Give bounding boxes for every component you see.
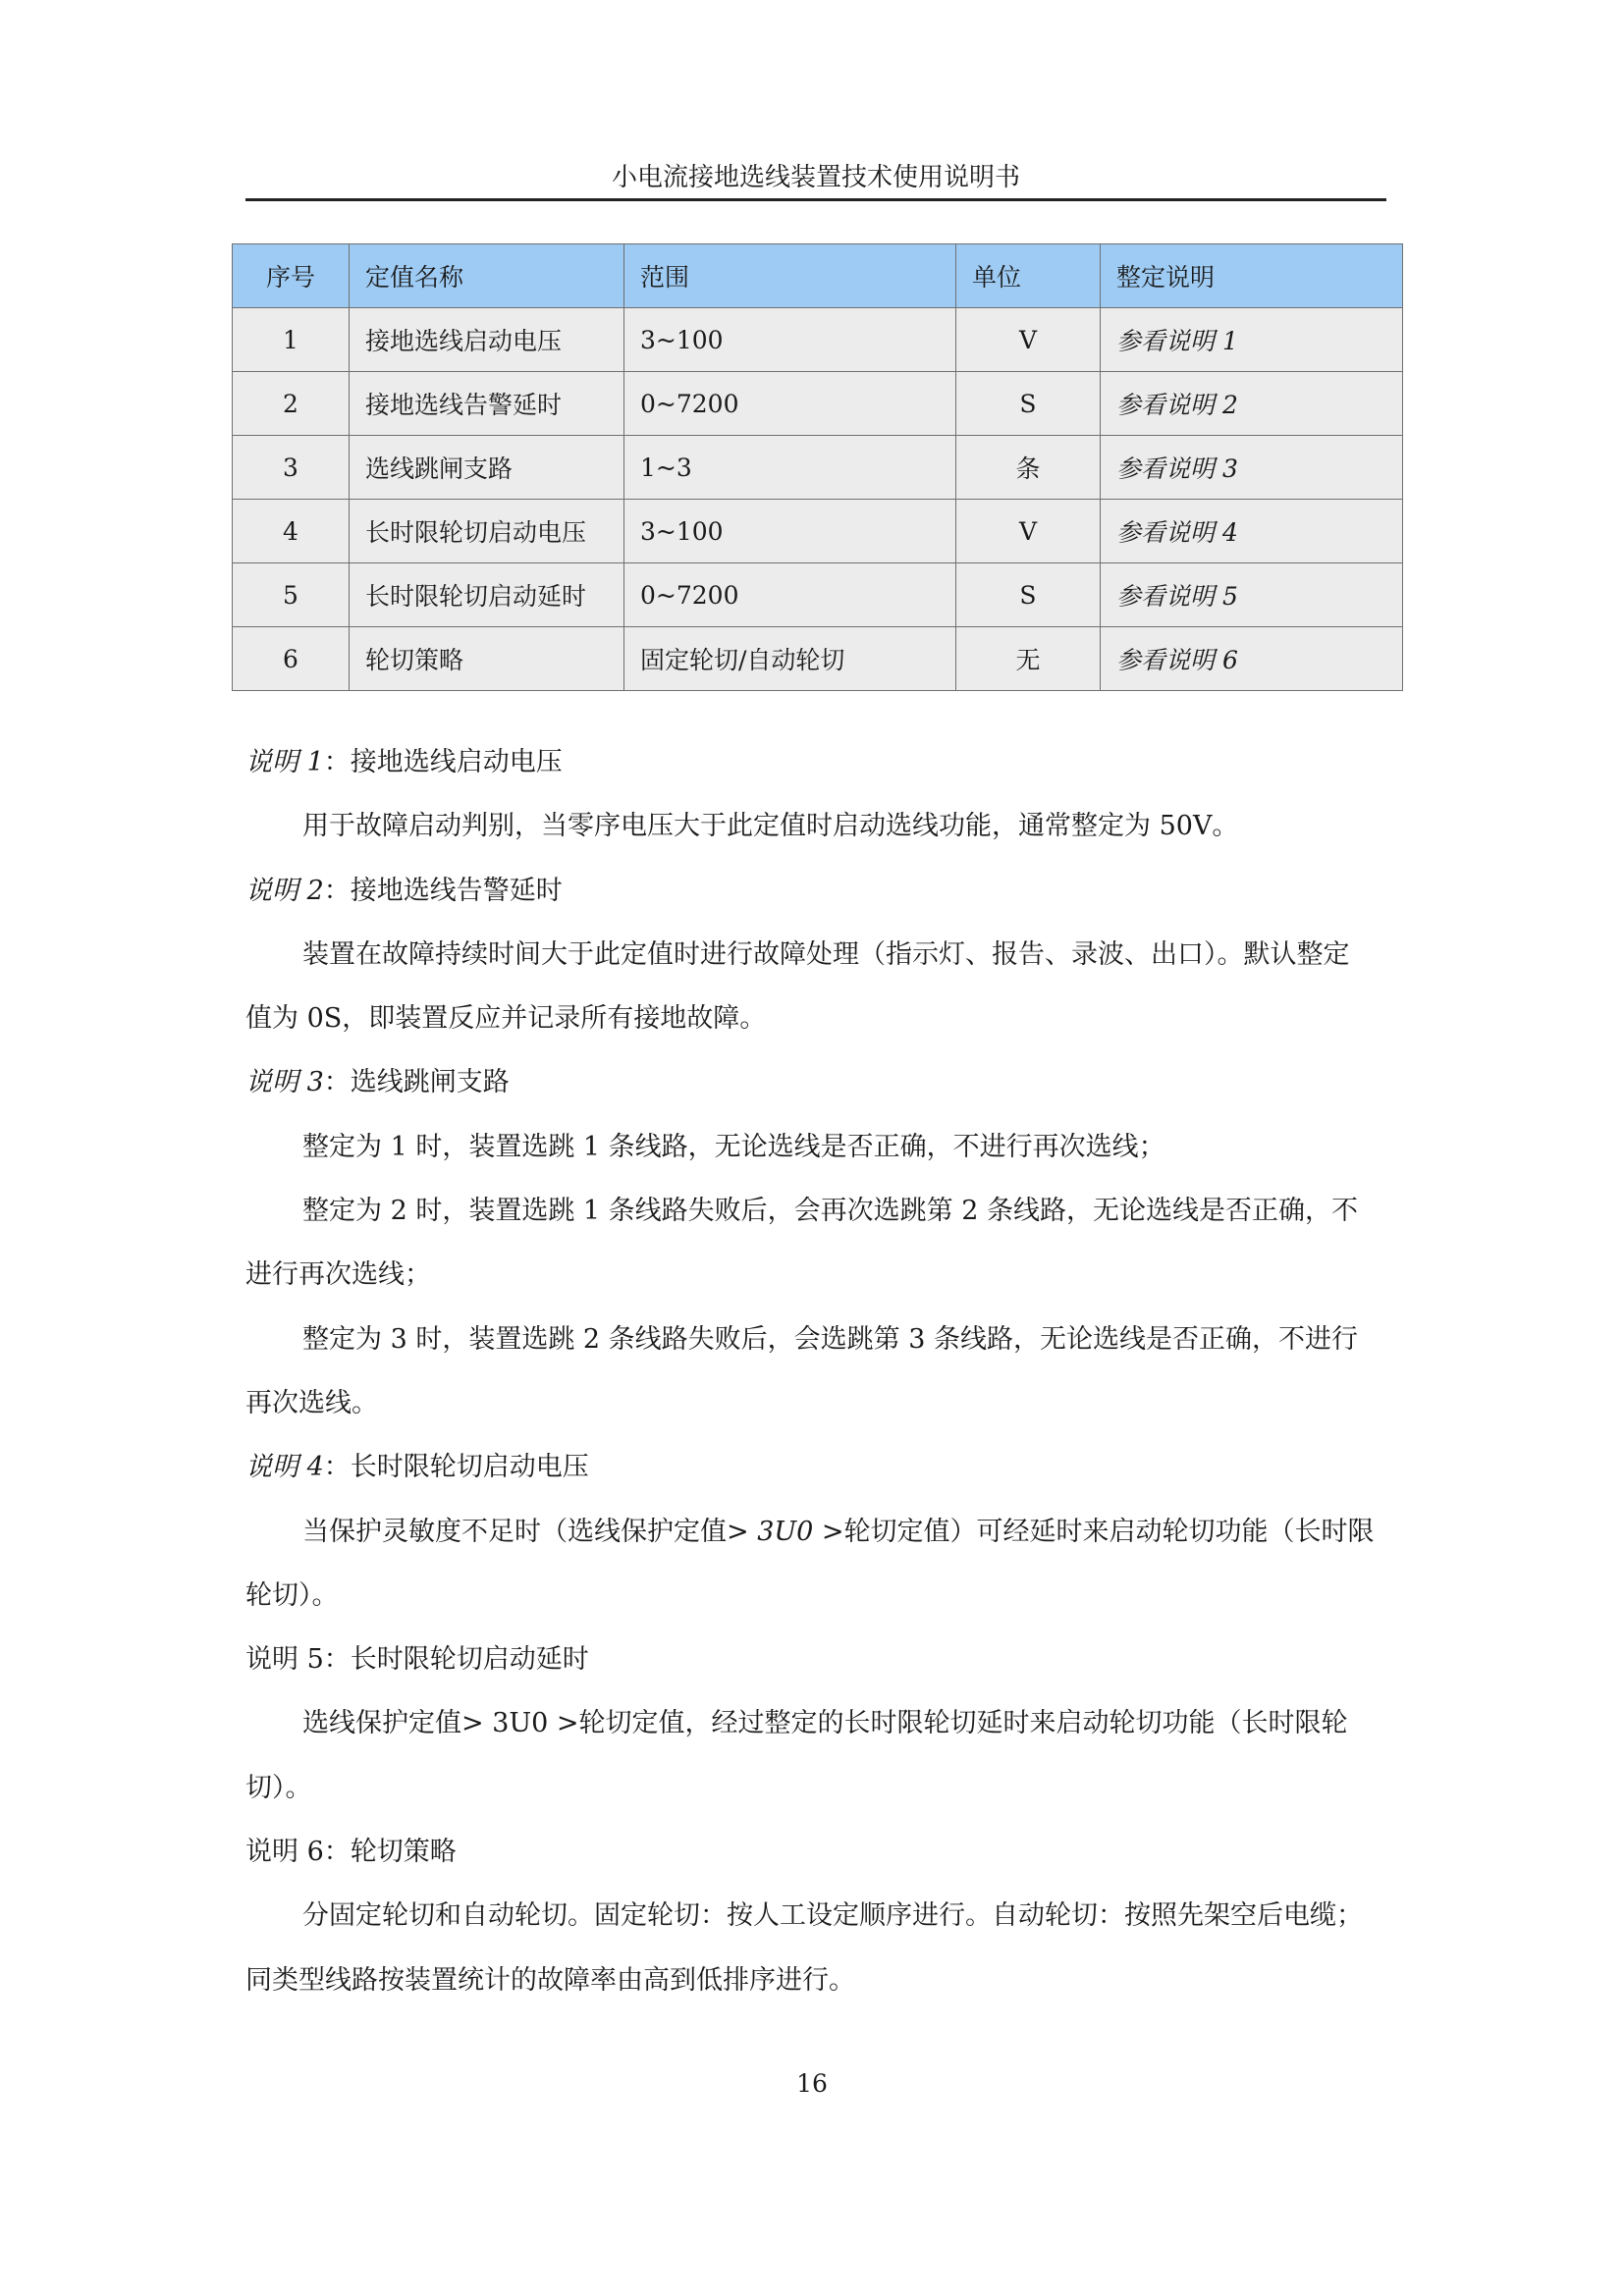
note-3-heading — [245, 1050, 1375, 1114]
note-3-paragraph-2: 整定为 2 时，装置选跳 1 条线路失败后，会再次选跳第 2 条线路，无论选线是否正确，不进行再次选线； — [245, 1196, 1359, 1291]
cell-unit: 无 — [956, 627, 1101, 691]
note-1-paragraph: 用于故障启动判别，当零序电压大于此定值时启动选线功能，通常整定为 50V。 — [302, 811, 1239, 842]
column-header-name: 定值名称 — [350, 244, 624, 308]
cell-note: 参看说明 3 — [1101, 436, 1403, 500]
note-4-text-c: >轮切定值）可经延时来启动轮切功能（长时限轮切）。 — [245, 1516, 1375, 1611]
note-1-lead: 说明 1 — [245, 747, 324, 777]
note-5-heading — [245, 1628, 1375, 1691]
cell-range: 0~7200 — [624, 372, 956, 436]
cell-unit: S — [956, 563, 1101, 627]
cell-no: 6 — [233, 627, 350, 691]
column-header-note: 整定说明 — [1101, 244, 1403, 308]
note-4-formula: 3U0 — [757, 1516, 814, 1547]
table-row — [233, 500, 1403, 563]
note-2-lead: 说明 2 — [245, 875, 324, 906]
cell-range: 0~7200 — [624, 563, 956, 627]
column-header-no: 序号 — [233, 244, 350, 308]
cell-range: 1~3 — [624, 436, 956, 500]
note-5-title: ：长时限轮切启动延时 — [323, 1644, 589, 1676]
header-divider — [245, 198, 1386, 201]
column-header-unit: 单位 — [956, 244, 1101, 308]
cell-unit: 条 — [956, 436, 1101, 500]
cell-no: 3 — [233, 436, 350, 500]
note-3-paragraph-1: 整定为 1 时，装置选跳 1 条线路，无论选线是否正确，不进行再次选线； — [302, 1131, 1165, 1162]
cell-name: 接地选线告警延时 — [350, 372, 624, 436]
cell-note: 参看说明 5 — [1101, 563, 1403, 627]
note-5-paragraph: 选线保护定值> 3U0 >轮切定值，经过整定的长时限轮切延时来启动轮切功能（长时限轮切）。 — [245, 1708, 1348, 1803]
cell-no: 4 — [233, 500, 350, 563]
table-row — [233, 627, 1403, 691]
note-4-heading — [245, 1435, 1375, 1499]
note-1-title: ：接地选线启动电压 — [323, 747, 563, 777]
cell-unit: S — [956, 372, 1101, 436]
note-6-heading — [245, 1820, 1375, 1884]
notes-section — [245, 730, 1375, 2012]
cell-range: 3~100 — [624, 500, 956, 563]
column-header-range: 范围 — [624, 244, 956, 308]
cell-unit: V — [956, 308, 1101, 372]
cell-note: 参看说明 4 — [1101, 500, 1403, 563]
note-4-title: ：长时限轮切启动电压 — [323, 1452, 589, 1483]
table-row — [233, 563, 1403, 627]
cell-range: 3~100 — [624, 308, 956, 372]
note-3-lead: 说明 3 — [245, 1067, 324, 1098]
running-header-title: 小电流接地选线装置技术使用说明书 — [611, 163, 1020, 192]
cell-unit: V — [956, 500, 1101, 563]
note-2-paragraph: 装置在故障持续时间大于此定值时进行故障处理（指示灯、报告、录波、出口）。默认整定值为 0S，即装置反应并记录所有接地故障。 — [245, 938, 1350, 1035]
note-1-heading — [245, 730, 1375, 794]
note-2-title: ：接地选线告警延时 — [323, 875, 563, 906]
cell-name: 接地选线启动电压 — [350, 308, 624, 372]
table-header-row — [233, 244, 1403, 308]
cell-no: 2 — [233, 372, 350, 436]
cell-name: 轮切策略 — [350, 627, 624, 691]
table-row — [233, 372, 1403, 436]
settings-table — [232, 243, 1403, 691]
note-6-lead: 说明 6 — [245, 1837, 324, 1868]
cell-name: 长时限轮切启动延时 — [350, 563, 624, 627]
note-6-paragraph: 分固定轮切和自动轮切。固定轮切：按人工设定顺序进行。自动轮切：按照先架空后电缆；同类型线路按装置统计的故障率由高到低排序进行。 — [245, 1900, 1363, 1996]
cell-no: 5 — [233, 563, 350, 627]
cell-note: 参看说明 1 — [1101, 308, 1403, 372]
note-4-text-a: 当保护灵敏度不足时（选线保护定值> — [302, 1516, 758, 1547]
table-row — [233, 436, 1403, 500]
table-row — [233, 308, 1403, 372]
note-6-title: ：轮切策略 — [323, 1837, 457, 1868]
note-2-heading — [245, 859, 1375, 923]
cell-no: 1 — [233, 308, 350, 372]
note-4-lead: 说明 4 — [245, 1452, 324, 1483]
note-4-paragraph — [245, 1500, 1375, 1629]
page-number: 16 — [796, 2069, 828, 2098]
note-3-title: ：选线跳闸支路 — [323, 1067, 510, 1098]
cell-note: 参看说明 6 — [1101, 627, 1403, 691]
note-3-paragraph-3: 整定为 3 时，装置选跳 2 条线路失败后，会选跳第 3 条线路，无论选线是否正确，不进行再次选线。 — [245, 1323, 1359, 1418]
cell-note: 参看说明 2 — [1101, 372, 1403, 436]
cell-name: 长时限轮切启动电压 — [350, 500, 624, 563]
cell-range: 固定轮切/自动轮切 — [624, 627, 956, 691]
cell-name: 选线跳闸支路 — [350, 436, 624, 500]
note-5-lead: 说明 5 — [245, 1644, 324, 1676]
